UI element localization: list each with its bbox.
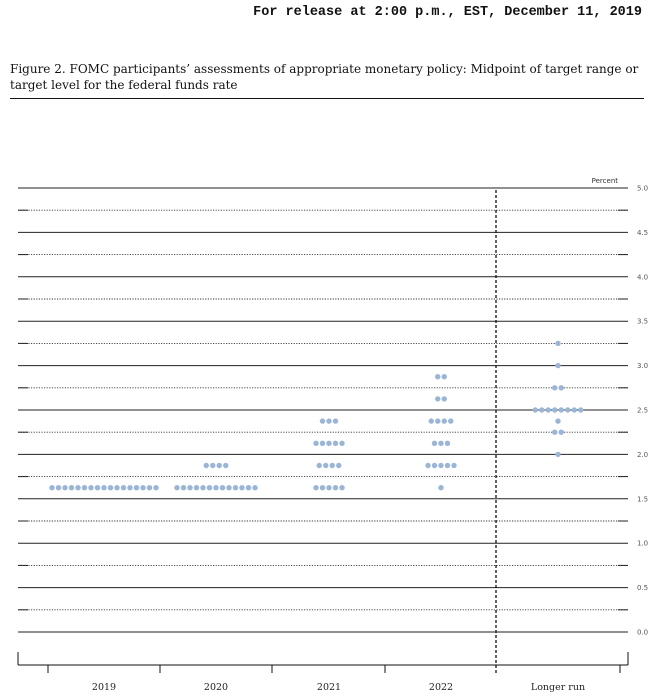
dot-marker: [559, 385, 564, 390]
dot-marker: [336, 463, 341, 468]
dot-marker: [333, 418, 338, 423]
dot-marker: [442, 396, 447, 401]
dot-marker: [153, 485, 158, 490]
dot-marker: [552, 385, 557, 390]
dot-marker: [533, 407, 538, 412]
dot-marker: [114, 485, 119, 490]
dot-marker: [333, 485, 338, 490]
dot-marker: [101, 485, 106, 490]
dot-marker: [223, 463, 228, 468]
dot-marker: [95, 485, 100, 490]
y-tick-label: 5.0: [637, 184, 649, 193]
dot-marker: [559, 407, 564, 412]
dot-marker: [75, 485, 80, 490]
y-tick-label: 3.0: [637, 362, 649, 371]
dot-marker: [121, 485, 126, 490]
y-tick-label: 4.0: [637, 273, 649, 282]
dot-marker: [559, 430, 564, 435]
dot-marker: [140, 485, 145, 490]
dot-marker: [326, 485, 331, 490]
dot-marker: [82, 485, 87, 490]
x-category-label: 2022: [428, 682, 454, 693]
dot-marker: [445, 463, 450, 468]
dot-marker: [432, 463, 437, 468]
dot-marker: [181, 485, 186, 490]
y-tick-label: 1.5: [637, 495, 649, 504]
y-axis-unit-label: Percent: [591, 177, 618, 185]
y-tick-label: 0.5: [637, 584, 649, 593]
dot-marker: [320, 441, 325, 446]
x-category-label: 2020: [203, 682, 229, 693]
dot-marker: [326, 418, 331, 423]
dot-marker: [108, 485, 113, 490]
dot-marker: [442, 374, 447, 379]
dot-marker: [333, 441, 338, 446]
dot-marker: [174, 485, 179, 490]
y-tick-label: 0.0: [637, 628, 649, 637]
dot-marker: [147, 485, 152, 490]
dot-marker: [552, 430, 557, 435]
dot-marker: [555, 363, 560, 368]
dot-marker: [220, 485, 225, 490]
dot-marker: [233, 485, 238, 490]
dot-marker: [572, 407, 577, 412]
dot-marker: [578, 407, 583, 412]
dot-marker: [445, 441, 450, 446]
dot-marker: [438, 441, 443, 446]
dot-marker: [448, 418, 453, 423]
dot-marker: [539, 407, 544, 412]
dot-marker: [320, 418, 325, 423]
dot-marker: [429, 418, 434, 423]
dot-marker: [555, 341, 560, 346]
dot-marker: [317, 463, 322, 468]
y-tick-label: 2.0: [637, 450, 649, 459]
y-tick-label: 2.5: [637, 406, 649, 415]
dot-marker: [323, 463, 328, 468]
dot-marker: [565, 407, 570, 412]
figure-title: Figure 2. FOMC participants’ assessments of appropriate monetary policy: Midpoint of target range or target level for the federal funds rate: [10, 62, 644, 99]
x-category-label: 2021: [316, 682, 342, 693]
dot-marker: [49, 485, 54, 490]
dot-marker: [252, 485, 257, 490]
dot-marker: [330, 463, 335, 468]
dot-marker: [339, 441, 344, 446]
dot-marker: [435, 396, 440, 401]
y-tick-label: 3.5: [637, 317, 649, 326]
dot-marker: [194, 485, 199, 490]
y-tick-label: 1.0: [637, 539, 649, 548]
dot-marker: [239, 485, 244, 490]
dot-marker: [207, 485, 212, 490]
dot-marker: [438, 485, 443, 490]
dot-marker: [313, 485, 318, 490]
dot-marker: [339, 485, 344, 490]
dot-marker: [546, 407, 551, 412]
dot-marker: [217, 463, 222, 468]
dot-marker: [127, 485, 132, 490]
x-category-labels: [92, 682, 585, 693]
release-line: For release at 2:00 p.m., EST, December 11, 2019: [253, 5, 642, 20]
dot-marker: [320, 485, 325, 490]
dot-marker: [213, 485, 218, 490]
dot-marker: [313, 441, 318, 446]
dot-marker: [425, 463, 430, 468]
dot-marker: [210, 463, 215, 468]
dot-marker: [62, 485, 67, 490]
dot-marker: [451, 463, 456, 468]
dot-marker: [435, 418, 440, 423]
dot-marker: [432, 441, 437, 446]
dot-marker: [187, 485, 192, 490]
dot-marker: [204, 463, 209, 468]
x-category-label: Longer run: [530, 682, 586, 693]
dot-marker: [442, 418, 447, 423]
dot-marker: [326, 441, 331, 446]
dot-marker: [56, 485, 61, 490]
x-category-label: 2019: [91, 682, 117, 693]
dot-marker: [226, 485, 231, 490]
dot-marker: [246, 485, 251, 490]
y-tick-label: 4.5: [637, 228, 649, 237]
dot-marker: [555, 418, 560, 423]
dot-marker: [88, 485, 93, 490]
dot-marker: [435, 374, 440, 379]
dot-markers: [49, 341, 583, 491]
dot-marker: [555, 452, 560, 457]
dot-marker: [438, 463, 443, 468]
dot-marker: [134, 485, 139, 490]
dot-marker: [69, 485, 74, 490]
dot-marker: [200, 485, 205, 490]
dot-marker: [552, 407, 557, 412]
y-tick-labels: [637, 185, 648, 637]
